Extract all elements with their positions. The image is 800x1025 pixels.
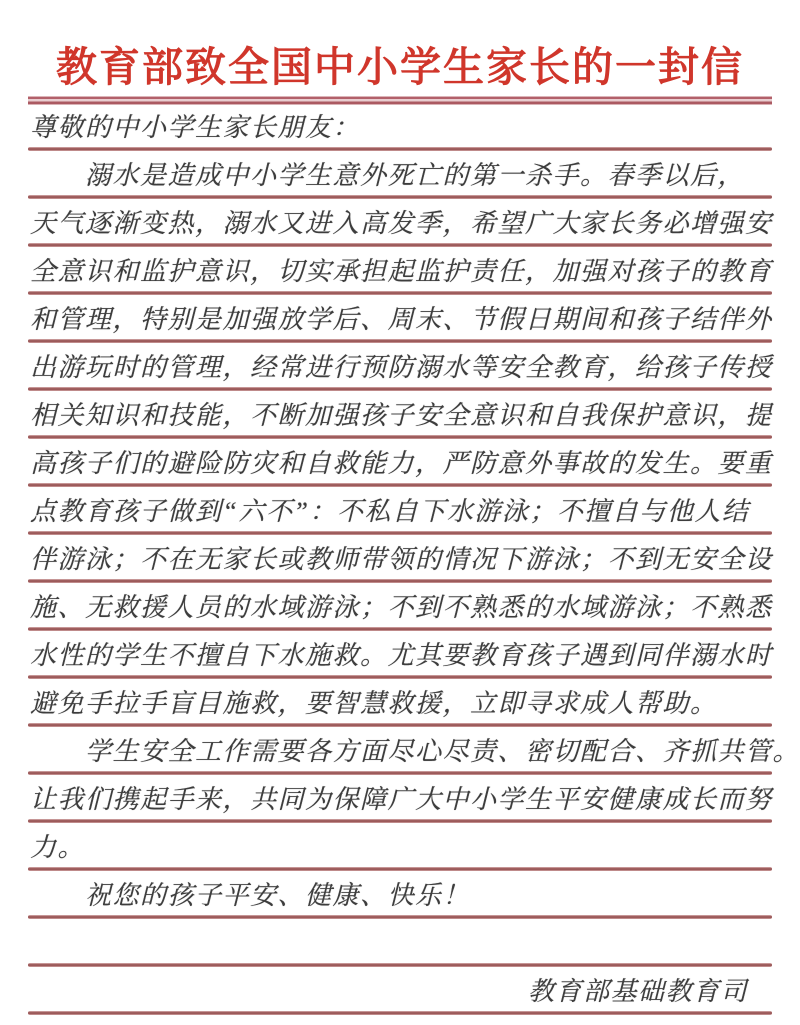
letter-line-row bbox=[28, 536, 772, 583]
letter-line-row bbox=[28, 632, 772, 679]
letter-line-row bbox=[28, 344, 772, 391]
letter-line-row bbox=[28, 872, 772, 919]
letter-signature-text: 教育部基础教育司 bbox=[527, 977, 748, 1006]
letter-line-row bbox=[28, 200, 772, 247]
ruled-line bbox=[28, 147, 772, 151]
letter-line-text: 天气逐渐变热，溺水又进入高发季，希望广大家长务必增强安 bbox=[30, 209, 773, 238]
ruled-line bbox=[28, 531, 772, 535]
letter-line-text: 点教育孩子做到“六不”：不私自下水游泳；不擅自与他人结 bbox=[30, 497, 750, 526]
ruled-line bbox=[28, 867, 772, 871]
ruled-line bbox=[28, 627, 772, 631]
letter-line-row bbox=[28, 248, 772, 295]
letter-line-text: 高孩子们的避险防灾和自救能力，严防意外事故的发生。要重 bbox=[30, 449, 773, 478]
ruled-line bbox=[28, 675, 772, 679]
letter-line-text: 溺水是造成中小学生意外死亡的第一杀手。春季以后， bbox=[85, 161, 746, 190]
ruled-line bbox=[28, 963, 772, 967]
letter-line-text: 避免手拉手盲目施救，要智慧救援，立即寻求成人帮助。 bbox=[30, 689, 718, 718]
ruled-line bbox=[28, 243, 772, 247]
letter-line-row bbox=[28, 104, 772, 151]
letter-signature-row bbox=[28, 968, 772, 1015]
ruled-line bbox=[28, 435, 772, 439]
ruled-line bbox=[28, 723, 772, 727]
ruled-line bbox=[28, 1011, 772, 1015]
letter-line-row bbox=[28, 440, 772, 487]
ruled-line bbox=[28, 915, 772, 919]
letter-line-text: 施、无救援人员的水域游泳；不到不熟悉的水域游泳；不熟悉 bbox=[30, 593, 773, 622]
letter-line-text: 和管理，特别是加强放学后、周末、节假日期间和孩子结伴外 bbox=[30, 305, 773, 334]
letter-line-row bbox=[28, 152, 772, 199]
letter-line-text: 祝您的孩子平安、健康、快乐！ bbox=[85, 881, 471, 910]
letter-title: 教育部致全国中小学生家长的一封信 bbox=[56, 44, 744, 90]
letter-line-text: 力。 bbox=[30, 833, 86, 862]
ruled-line bbox=[28, 387, 772, 391]
letter-line-row bbox=[28, 488, 772, 535]
letter-line-text: 让我们携起手来，共同为保障广大中小学生平安健康成长而努 bbox=[30, 785, 773, 814]
letter-line-row bbox=[28, 824, 772, 871]
ruled-line bbox=[28, 771, 772, 775]
letter-line-row bbox=[28, 776, 772, 823]
ruled-line bbox=[28, 291, 772, 295]
ruled-line bbox=[28, 579, 772, 583]
letter-line-row bbox=[28, 728, 800, 775]
letter-line-text: 出游玩时的管理，经常进行预防溺水等安全教育，给孩子传授 bbox=[30, 353, 773, 382]
letter-line-text: 相关知识和技能，不断加强孩子安全意识和自我保护意识，提 bbox=[30, 401, 773, 430]
letter-line-row bbox=[28, 392, 772, 439]
ruled-line bbox=[28, 819, 772, 823]
letter-line-row bbox=[28, 920, 772, 967]
letter-line-text: 全意识和监护意识，切实承担起监护责任，加强对孩子的教育 bbox=[30, 257, 773, 286]
letter-line-row bbox=[28, 296, 772, 343]
ruled-line bbox=[28, 483, 772, 487]
letter-line-row bbox=[28, 584, 772, 631]
letter-line-text: 学生安全工作需要各方面尽心尽责、密切配合、齐抓共管。 bbox=[85, 737, 800, 766]
ruled-line bbox=[28, 339, 772, 343]
ruled-line bbox=[28, 195, 772, 199]
letter-line-text: 伴游泳；不在无家长或教师带领的情况下游泳；不到无安全设 bbox=[30, 545, 773, 574]
letter-line-text: 水性的学生不擅自下水施救。尤其要教育孩子遇到同伴溺水时 bbox=[30, 641, 773, 670]
letter-line-text: 尊敬的中小学生家长朋友： bbox=[30, 113, 361, 142]
letter-line-row bbox=[28, 680, 772, 727]
